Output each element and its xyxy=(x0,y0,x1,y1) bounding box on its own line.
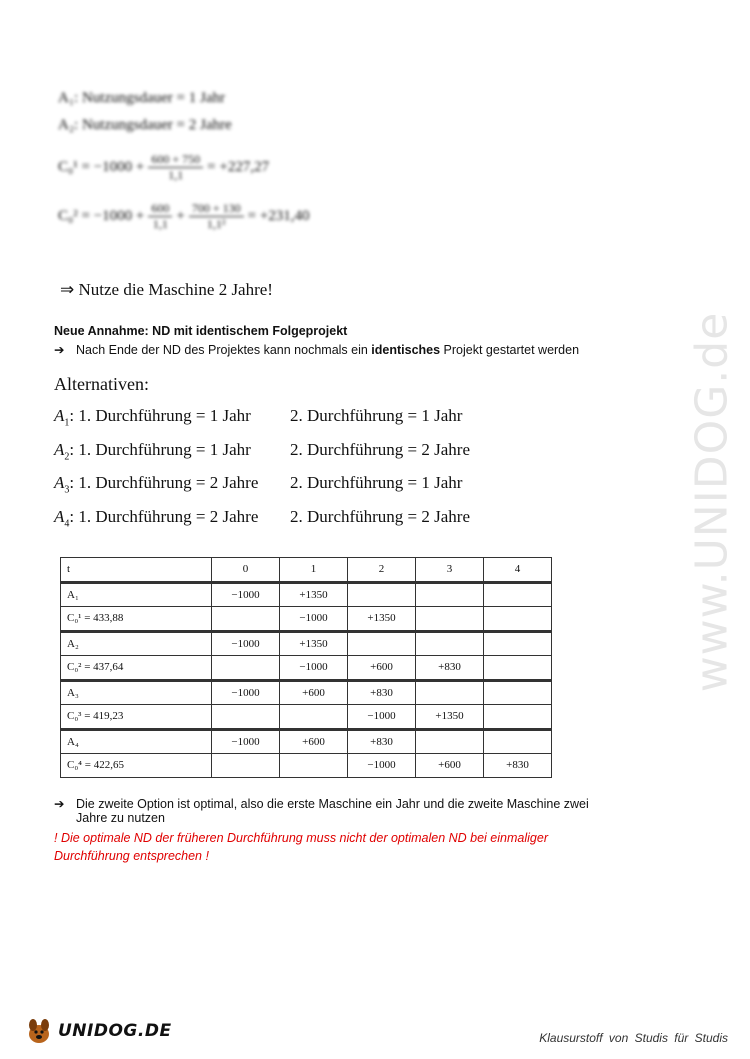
formula-1-rhs: = +227,27 xyxy=(207,159,270,175)
table-header-cell: 3 xyxy=(416,558,484,583)
table-header-row xyxy=(61,558,552,583)
conclusion-text: ⇒ Nutze die Maschine 2 Jahre! xyxy=(60,280,273,299)
alt-first: : 1. Durchführung = 2 Jahre xyxy=(69,507,259,526)
logo-text: UNIDOG.DE xyxy=(58,1021,172,1041)
alt-second: 2. Durchführung = 1 Jahr xyxy=(290,473,463,492)
alt-sub: 4 xyxy=(64,518,70,530)
table-cell xyxy=(280,754,348,778)
footer-tagline: Klausurstoff von Studis für Studis xyxy=(539,1031,728,1045)
alternative-row-3 xyxy=(54,473,462,495)
table-header-cell: 4 xyxy=(484,558,552,583)
formula-2-plus: + xyxy=(176,208,185,224)
red-warning-note xyxy=(54,829,674,865)
table-cell: −1000 xyxy=(280,656,348,681)
table-cell xyxy=(416,729,484,754)
arrow-icon: ➔ xyxy=(54,797,65,811)
note-2 xyxy=(54,796,589,825)
table-cell xyxy=(484,680,552,705)
table-cell: +600 xyxy=(348,656,416,681)
table-row xyxy=(61,754,552,778)
table-cell xyxy=(484,656,552,681)
formula-1-lhs: C₀¹ = −1000 + xyxy=(58,159,145,175)
table-cell: C₀⁴ = 422,65 xyxy=(61,754,212,778)
formula-2-denominator-2: 1,1² xyxy=(206,217,226,231)
alt-first: : 1. Durchführung = 2 Jahre xyxy=(69,473,259,492)
table-row xyxy=(61,631,552,656)
table-cell: +600 xyxy=(280,729,348,754)
table-cell: +600 xyxy=(416,754,484,778)
note-1 xyxy=(54,342,579,357)
red-note-line-2: Durchführung entsprechen ! xyxy=(54,849,209,863)
table-cell: A₂ xyxy=(61,631,212,656)
table-cell xyxy=(212,705,280,730)
formula-2-rhs: = +231,40 xyxy=(247,208,310,224)
formula-1-denominator: 1,1 xyxy=(168,168,184,182)
table-cell: A₁ xyxy=(61,582,212,607)
table-cell: C₀² = 437,64 xyxy=(61,656,212,681)
note-1-after: Projekt gestartet werden xyxy=(440,343,580,357)
alt-second: 2. Durchführung = 2 Jahre xyxy=(290,440,471,459)
table-cell xyxy=(484,607,552,632)
alternative-row-1 xyxy=(54,406,462,428)
alt-sub: 1 xyxy=(64,417,70,429)
alternative-row-2 xyxy=(54,440,470,462)
arrow-icon: ➔ xyxy=(54,343,65,357)
table-row xyxy=(61,680,552,705)
table-row xyxy=(61,729,552,754)
alt-label: A xyxy=(54,406,65,425)
section-heading: Neue Annahme: ND mit identischem Folgeprojekt xyxy=(54,324,348,338)
table-row xyxy=(61,582,552,607)
table-cell: −1000 xyxy=(212,729,280,754)
table-cell: −1000 xyxy=(280,607,348,632)
table-cell xyxy=(484,631,552,656)
table-cell: C₀¹ = 433,88 xyxy=(61,607,212,632)
alt-sub: 3 xyxy=(64,484,70,496)
alt-second: 2. Durchführung = 2 Jahre xyxy=(290,507,471,526)
formula-1 xyxy=(58,152,378,183)
usage-line-1: A₁: Nutzungsdauer = 1 Jahr xyxy=(58,90,225,106)
blurred-formula-block xyxy=(58,90,378,232)
formula-2-denominator-1: 1,1 xyxy=(152,217,168,231)
table-cell xyxy=(348,582,416,607)
table-cell: +830 xyxy=(348,729,416,754)
note-2-line-1: Die zweite Option ist optimal, also die erste Maschine ein Jahr und die zweite Maschine zwei xyxy=(76,797,589,811)
usage-line-2: A₂: Nutzungsdauer = 2 Jahre xyxy=(58,117,232,133)
unidog-logo[interactable] xyxy=(24,1016,172,1046)
table-cell: +1350 xyxy=(348,607,416,632)
formula-1-fraction xyxy=(148,152,203,183)
note-1-bold: identisches xyxy=(371,343,441,357)
table-row xyxy=(61,705,552,730)
table-cell xyxy=(416,631,484,656)
table-cell: +830 xyxy=(484,754,552,778)
formula-2-numerator-2: 700 + 130 xyxy=(189,201,244,217)
table-cell: +830 xyxy=(348,680,416,705)
table-cell xyxy=(212,607,280,632)
alt-label: A xyxy=(54,440,65,459)
alternative-row-4 xyxy=(54,507,470,529)
alt-first: : 1. Durchführung = 1 Jahr xyxy=(69,440,251,459)
table-header-cell: t xyxy=(61,558,212,583)
dog-mascot-icon xyxy=(24,1016,54,1046)
alt-label: A xyxy=(54,507,65,526)
table-cell: −1000 xyxy=(212,582,280,607)
table-cell xyxy=(416,582,484,607)
table-cell: +830 xyxy=(416,656,484,681)
watermark: www.UNIDOG.de xyxy=(686,311,738,693)
table-cell xyxy=(348,631,416,656)
formula-2 xyxy=(58,201,378,232)
table-cell xyxy=(484,705,552,730)
alt-label: A xyxy=(54,473,65,492)
alt-second: 2. Durchführung = 1 Jahr xyxy=(290,406,463,425)
alternatives-title: Alternativen: xyxy=(54,374,149,394)
table-row xyxy=(61,656,552,681)
table-cell: +1350 xyxy=(280,582,348,607)
table-cell xyxy=(416,607,484,632)
table-header-cell: 2 xyxy=(348,558,416,583)
table-cell: −1000 xyxy=(348,754,416,778)
table-cell xyxy=(484,582,552,607)
red-note-line-1: ! Die optimale ND der früheren Durchführung muss nicht der optimalen ND bei einmaliger xyxy=(54,831,548,845)
table-cell xyxy=(212,656,280,681)
note-1-before: Nach Ende der ND des Projektes kann nochmals ein xyxy=(76,343,372,357)
table-cell xyxy=(484,729,552,754)
formula-2-fraction-2 xyxy=(189,201,244,232)
table-cell: +600 xyxy=(280,680,348,705)
table-cell xyxy=(212,754,280,778)
table-cell xyxy=(416,680,484,705)
table-cell: −1000 xyxy=(212,631,280,656)
table-header-cell: 1 xyxy=(280,558,348,583)
formula-1-numerator: 600 + 750 xyxy=(148,152,203,168)
alt-sub: 2 xyxy=(64,451,70,463)
formula-2-lhs: C₀² = −1000 + xyxy=(58,208,145,224)
table-header-cell: 0 xyxy=(212,558,280,583)
table-row xyxy=(61,607,552,632)
table-cell: A₄ xyxy=(61,729,212,754)
table-cell: C₀³ = 419,23 xyxy=(61,705,212,730)
table-cell: +1350 xyxy=(280,631,348,656)
cashflow-table xyxy=(60,557,552,778)
formula-2-fraction-1 xyxy=(148,201,172,232)
alt-first: : 1. Durchführung = 1 Jahr xyxy=(69,406,251,425)
table-cell: +1350 xyxy=(416,705,484,730)
table-cell: −1000 xyxy=(348,705,416,730)
table-cell xyxy=(280,705,348,730)
table-cell: A₃ xyxy=(61,680,212,705)
note-2-line-2: Jahre zu nutzen xyxy=(76,811,165,825)
formula-2-numerator-1: 600 xyxy=(148,201,172,217)
table-cell: −1000 xyxy=(212,680,280,705)
